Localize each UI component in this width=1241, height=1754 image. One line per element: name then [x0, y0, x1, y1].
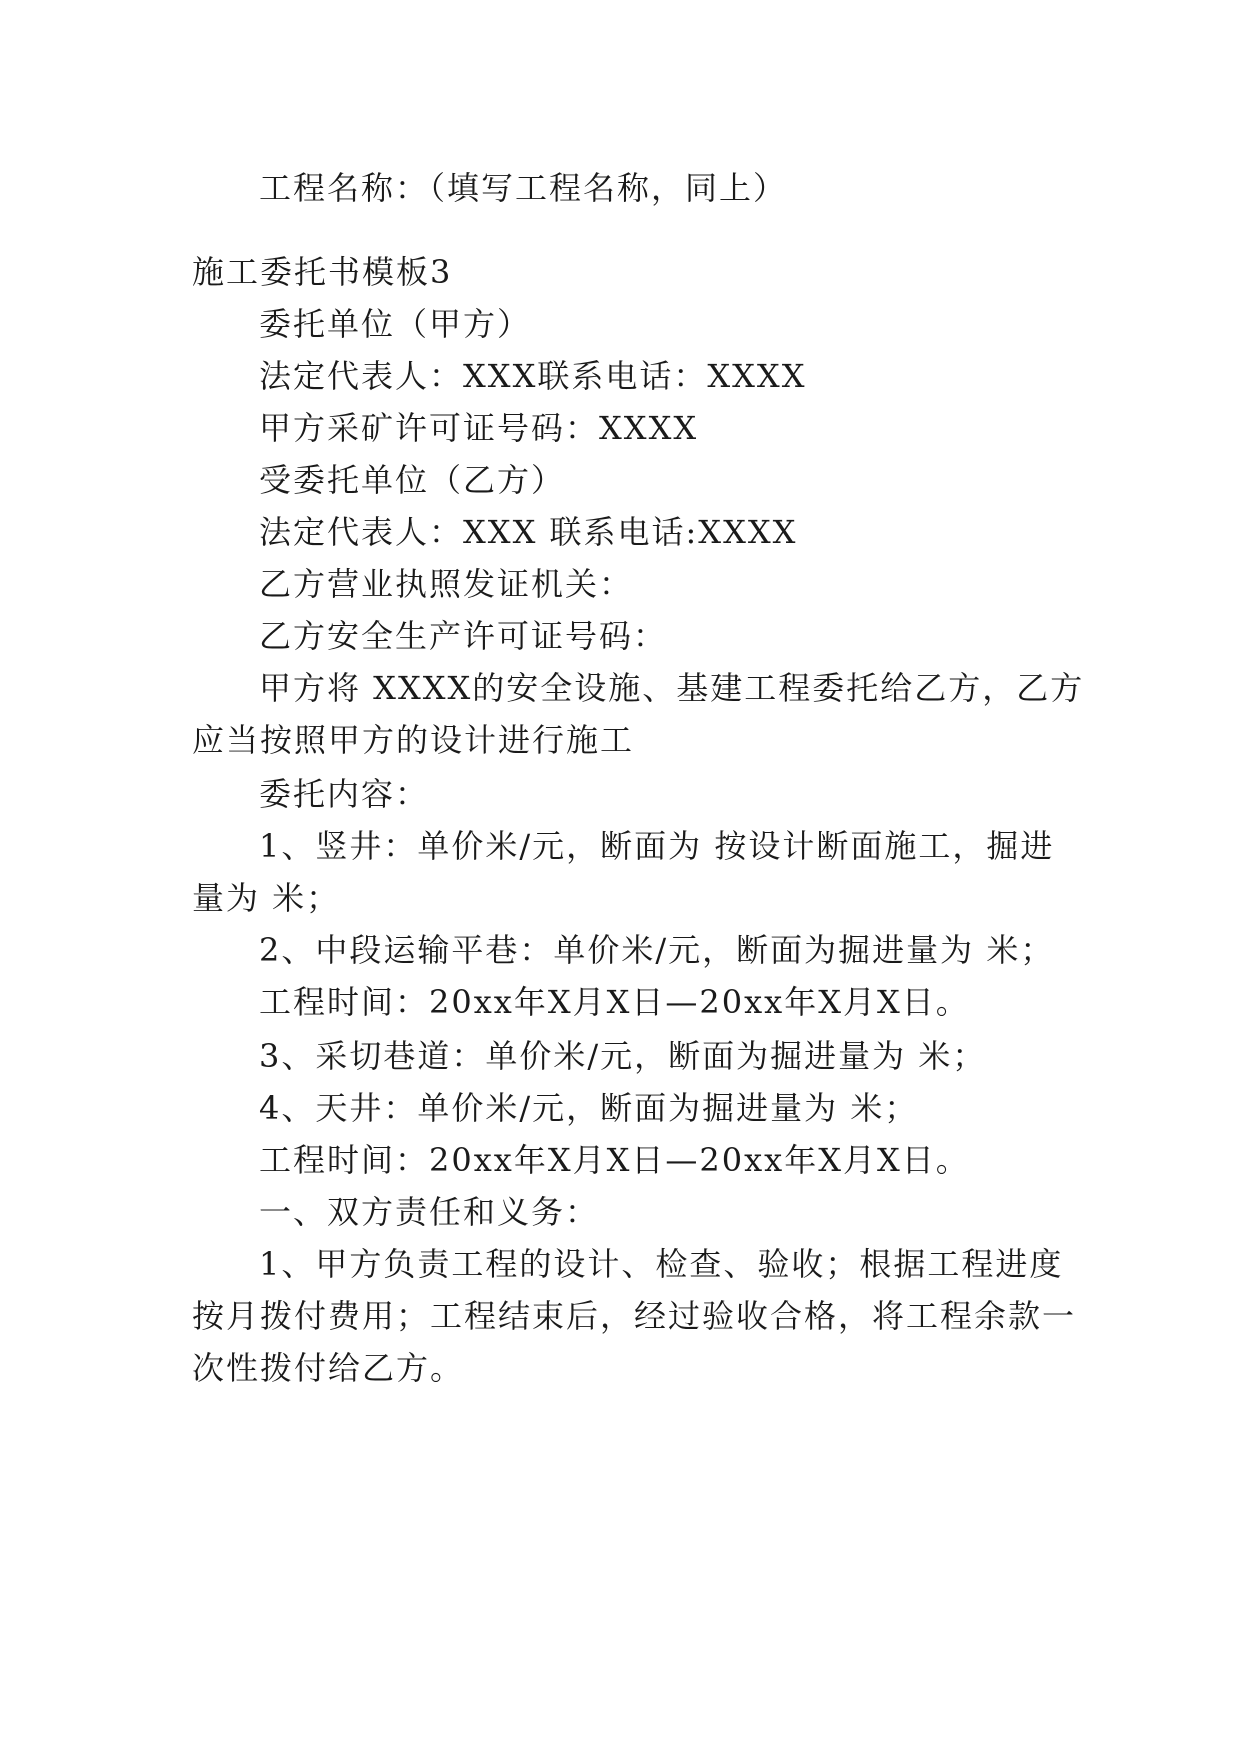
responsibility-1-cont: 按月拨付费用；工程结束后，经过验收合格，将工程余款一	[192, 1297, 1077, 1335]
party-a-heading: 委托单位（甲方）	[259, 305, 532, 343]
party-b-safety-license: 乙方安全生产许可证号码：	[259, 617, 668, 655]
item-1: 1、竖井：单价米/元，断面为 按设计断面施工，掘进	[259, 827, 1055, 865]
section-title: 施工委托书模板3	[192, 253, 453, 291]
responsibilities-heading: 一、双方责任和义务：	[259, 1193, 600, 1231]
responsibility-1-cont2: 次性拨付给乙方。	[192, 1349, 465, 1387]
party-b-representative: 法定代表人：XXX 联系电话:XXXX	[259, 513, 798, 551]
party-b-heading: 受委托单位（乙方）	[259, 461, 566, 499]
schedule-1: 工程时间：20xx年X月X日—20xx年X月X日。	[259, 983, 970, 1021]
party-a-license: 甲方采矿许可证号码：XXXX	[259, 409, 699, 447]
project-name-line: 工程名称：（填写工程名称，同上）	[259, 169, 788, 207]
party-a-representative: 法定代表人：XXX联系电话：XXXX	[259, 357, 807, 395]
item-2: 2、中段运输平巷：单价米/元，断面为掘进量为 米；	[259, 931, 1055, 969]
item-4: 4、天井：单价米/元，断面为掘进量为 米；	[259, 1089, 919, 1127]
responsibility-1: 1、甲方负责工程的设计、检查、验收；根据工程进度	[259, 1245, 1064, 1283]
schedule-2: 工程时间：20xx年X月X日—20xx年X月X日。	[259, 1141, 970, 1179]
body-paragraph-cont: 应当按照甲方的设计进行施工	[192, 721, 635, 759]
item-1-cont: 量为 米；	[192, 879, 341, 917]
item-3: 3、采切巷道：单价米/元，断面为掘进量为 米；	[259, 1037, 987, 1075]
party-b-business-license: 乙方营业执照发证机关：	[259, 565, 634, 603]
commission-content-heading: 委托内容：	[259, 775, 430, 813]
body-paragraph: 甲方将 XXXX的安全设施、基建工程委托给乙方，乙方	[259, 669, 1085, 707]
